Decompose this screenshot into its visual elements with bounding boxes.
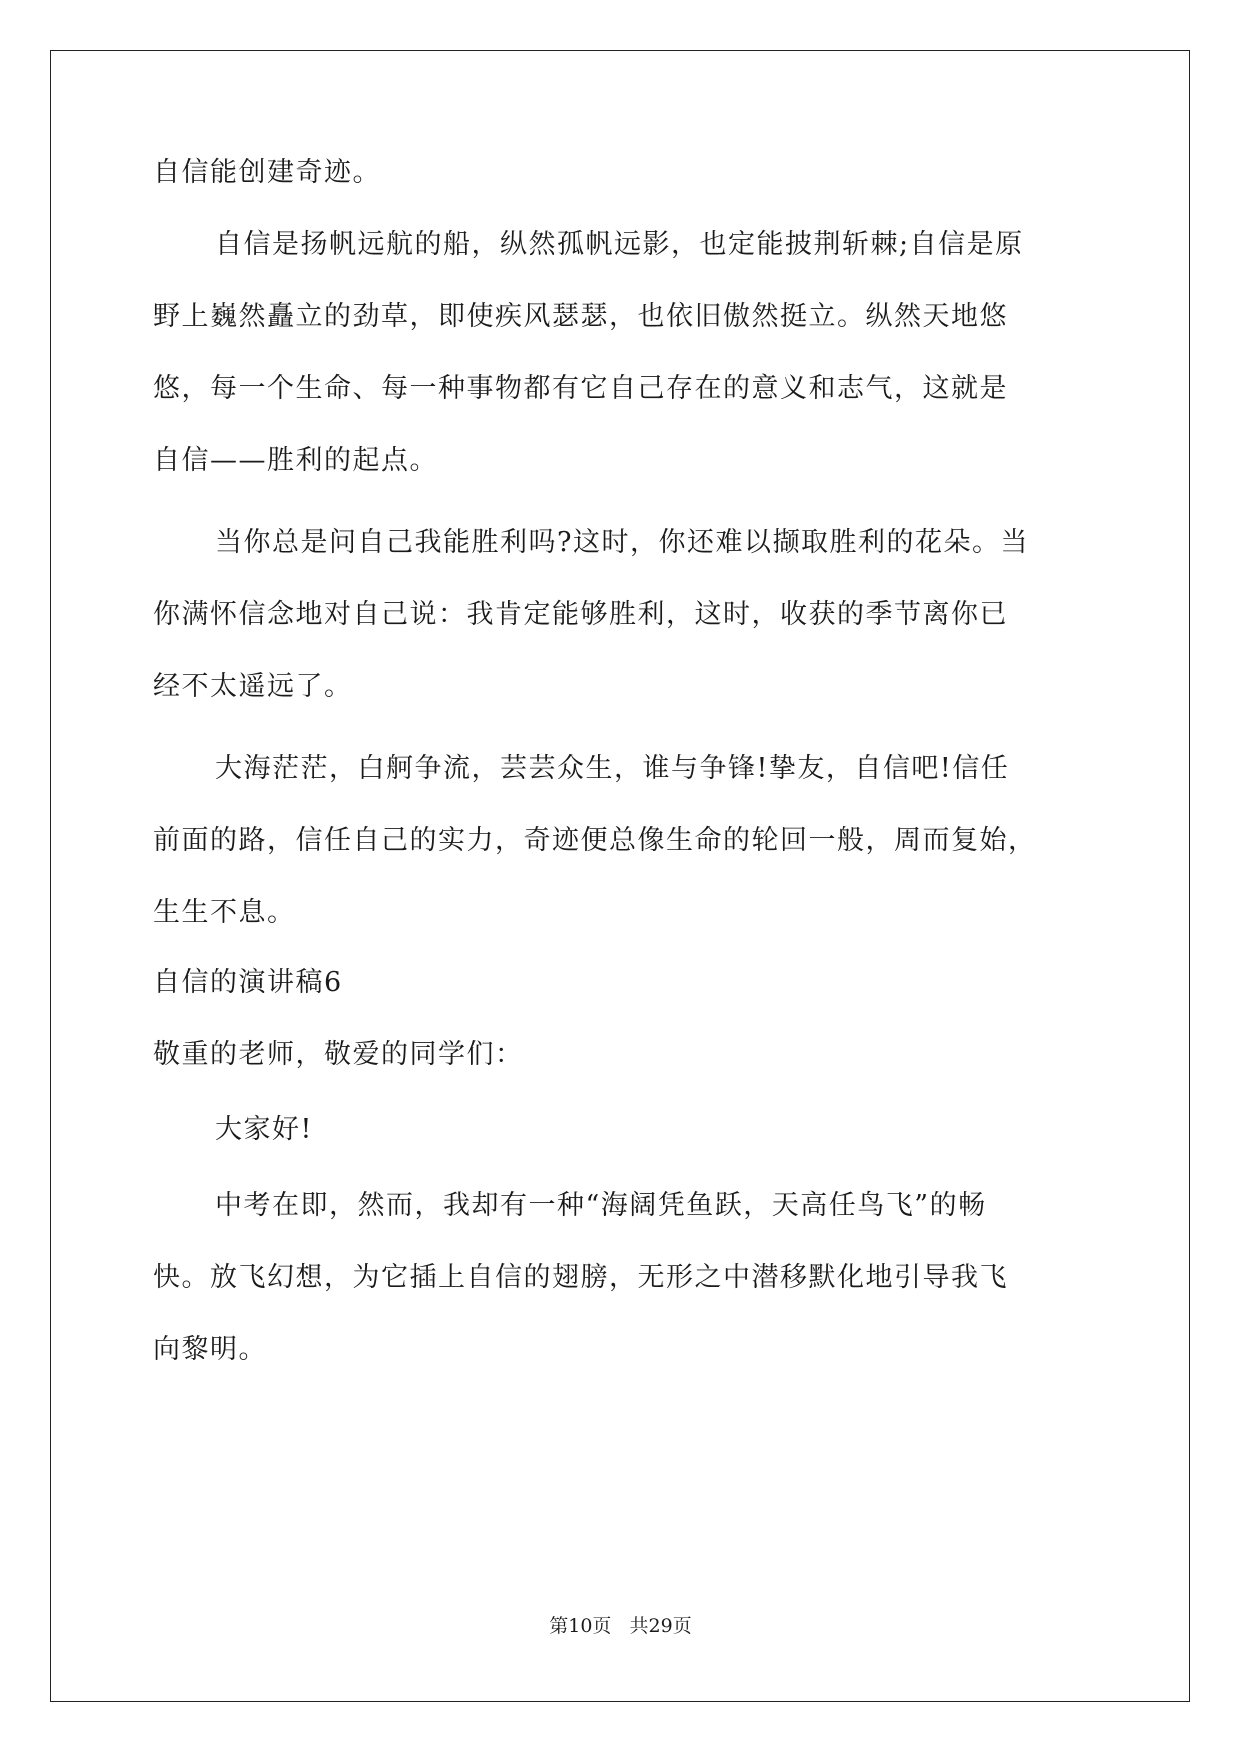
text-line: 生生不息。	[153, 897, 296, 928]
text-line: 经不太遥远了。	[153, 671, 353, 702]
text-line: 快。放飞幻想，为它插上自信的翅膀，无形之中潜移默化地引导我飞	[153, 1262, 1008, 1293]
text-line: 悠，每一个生命、每一种事物都有它自己存在的意义和志气，这就是	[153, 373, 1008, 404]
text-line: 中考在即，然而，我却有一种“海阔凭鱼跃，天高任鸟飞”的畅	[215, 1190, 987, 1221]
text-line: 向黎明。	[153, 1334, 267, 1365]
text-line: 自信——胜利的起点。	[153, 445, 438, 476]
greeting: 大家好!	[215, 1114, 313, 1145]
text-line: 当你总是问自己我能胜利吗?这时，你还难以撷取胜利的花朵。当	[215, 527, 1029, 558]
salutation: 敬重的老师，敬爱的同学们：	[153, 1039, 524, 1070]
section-title: 自信的演讲稿6	[153, 967, 343, 998]
page-number-footer: 第10页 共29页	[549, 1615, 692, 1637]
text-line: 你满怀信念地对自己说：我肯定能够胜利，这时，收获的季节离你已	[153, 599, 1008, 630]
text-line: 自信是扬帆远航的船，纵然孤帆远影，也定能披荆斩棘;自信是原	[215, 229, 1024, 260]
text-line: 野上巍然矗立的劲草，即使疾风瑟瑟，也依旧傲然挺立。纵然天地悠	[153, 301, 1008, 332]
text-line: 自信能创建奇迹。	[153, 157, 381, 188]
text-line: 大海茫茫，白舸争流，芸芸众生，谁与争锋!挚友，自信吧!信任	[215, 753, 1010, 784]
text-line: 前面的路，信任自己的实力，奇迹便总像生命的轮回一般，周而复始，	[153, 825, 1037, 856]
